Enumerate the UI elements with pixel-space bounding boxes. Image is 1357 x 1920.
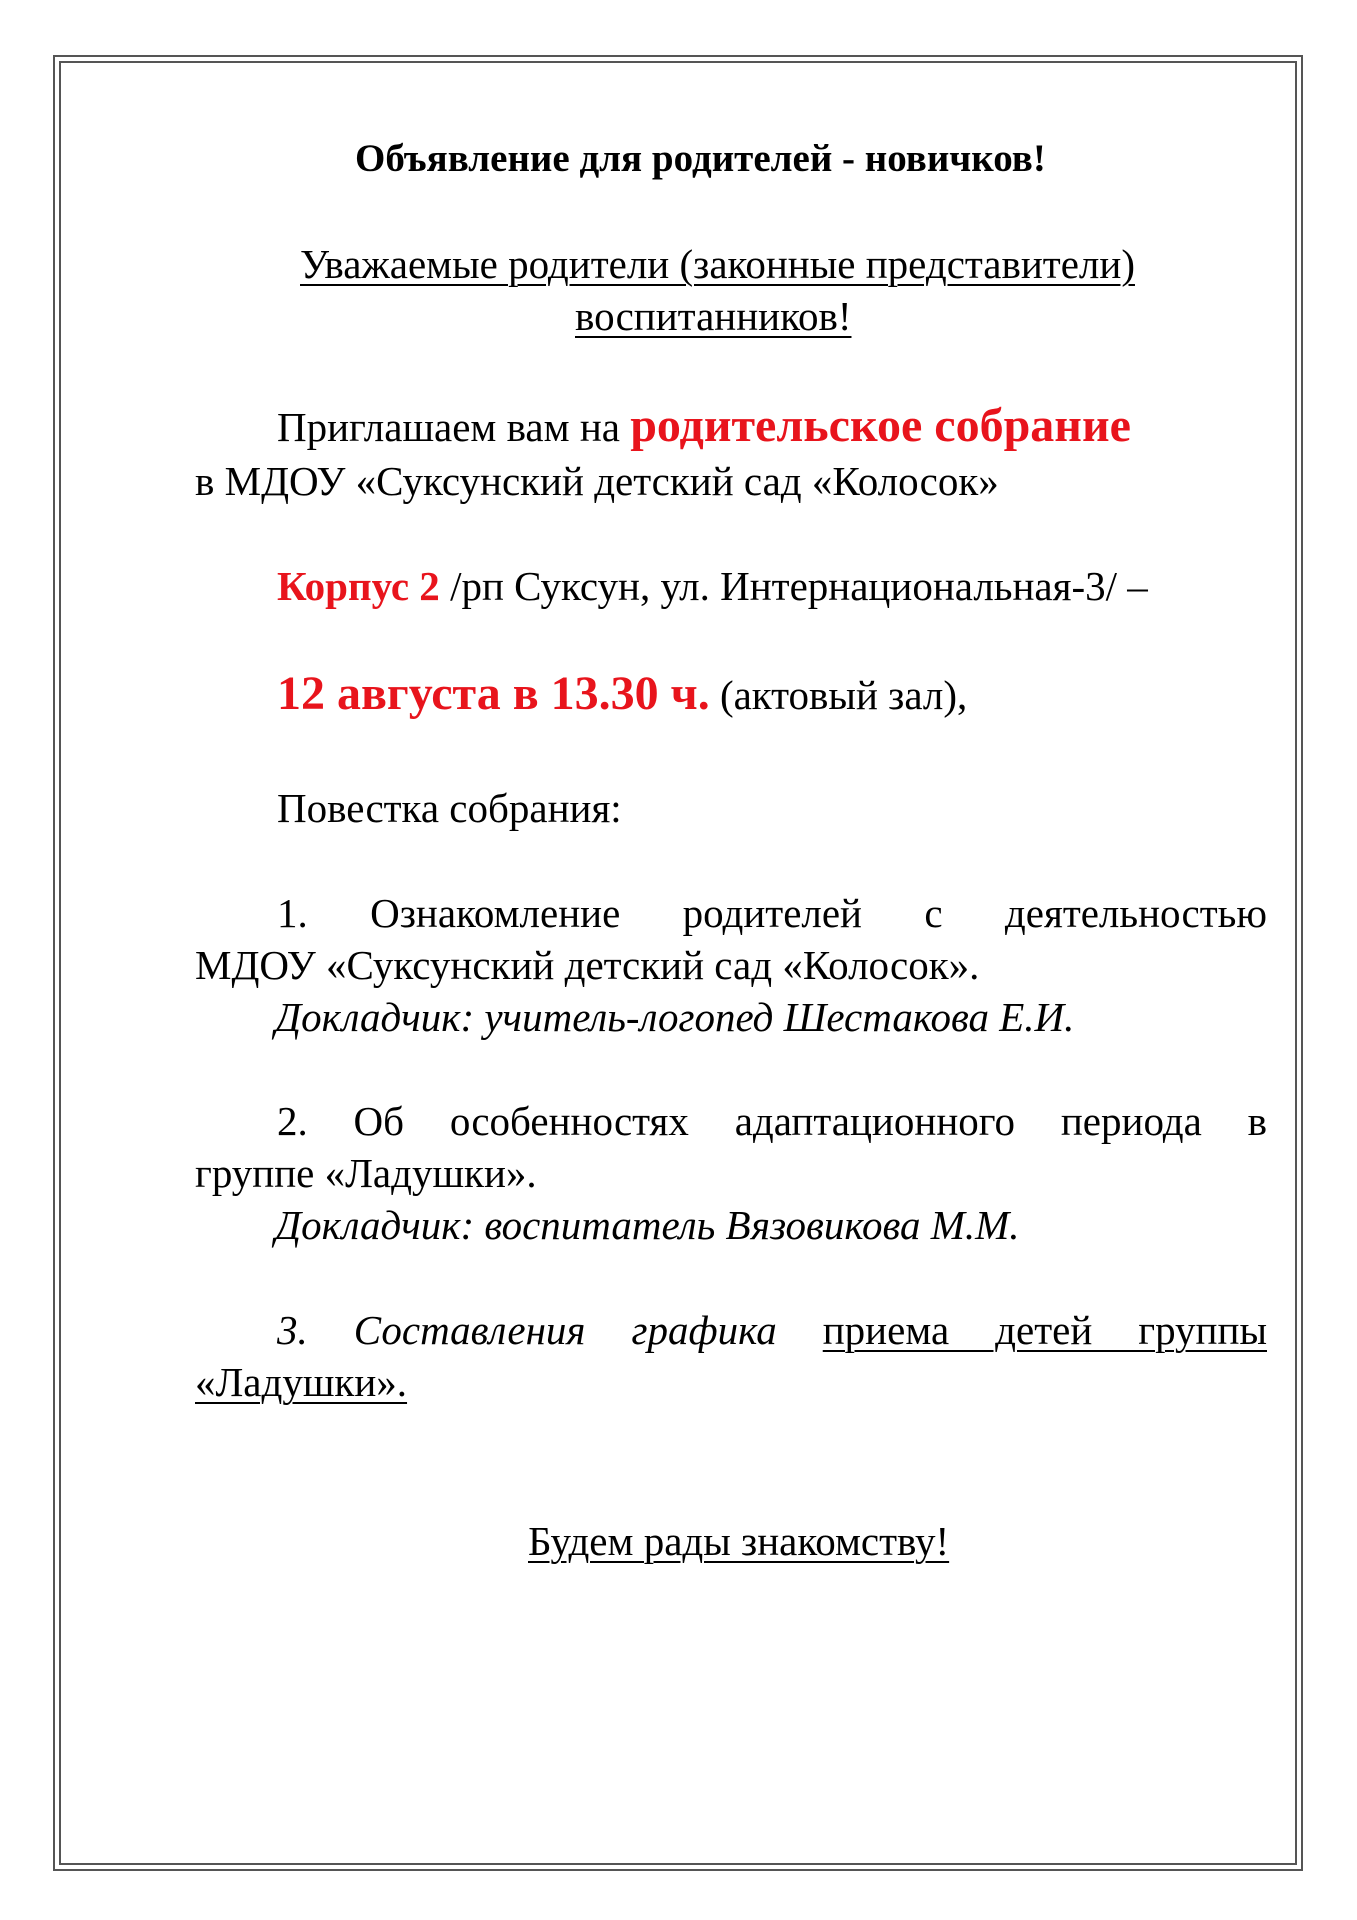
greeting-text-2: воспитанников! xyxy=(575,293,852,339)
agenda-item-1-line-2: МДОУ «Суксунский детский сад «Колосок». xyxy=(195,942,980,988)
announcement-title: Объявление для родителей - новичков! xyxy=(355,137,1046,180)
closing-line xyxy=(195,1515,1357,1567)
building-label: Корпус 2 xyxy=(277,563,440,609)
agenda-item-2-line-1: 2. Об особенностях адаптационного периода в xyxy=(277,1098,1267,1144)
agenda-item-1-speaker: Докладчик: учитель-логопед Шестакова Е.И. xyxy=(275,994,1075,1040)
agenda-item-3-text-2: «Ладушки». xyxy=(195,1359,408,1405)
closing-text: Будем рады знакомству! xyxy=(528,1518,950,1564)
agenda-heading: Повестка собрания: xyxy=(277,785,622,831)
invite-line-1 xyxy=(195,400,1349,453)
greeting-text-1: Уважаемые родители (законные представители) xyxy=(300,241,1135,287)
meeting-venue: (актовый зал), xyxy=(709,672,968,718)
greeting-line-1 xyxy=(195,238,1357,290)
invite-line-2: в МДОУ «Суксунский детский сад «Колосок» xyxy=(195,458,999,504)
invite-prefix: Приглашаем вам на xyxy=(277,404,631,450)
meeting-highlight: родительское собрание xyxy=(630,399,1131,452)
greeting-line-2 xyxy=(195,290,1357,342)
agenda-item-3-underlined: приема детей группы xyxy=(822,1307,1267,1353)
agenda-item-3-italic: 3. Составления графика xyxy=(277,1307,823,1353)
agenda-item-3-line-2 xyxy=(195,1356,1267,1408)
datetime-line xyxy=(195,668,1349,721)
agenda-item-2-line-2: группе «Ладушки». xyxy=(195,1150,537,1196)
meeting-date-time: 12 августа в 13.30 ч. xyxy=(277,667,710,720)
building-line xyxy=(195,560,1349,612)
agenda-item-1-line-1: 1. Ознакомление родителей с деятельностью xyxy=(277,890,1267,936)
agenda-item-2-speaker: Докладчик: воспитатель Вязовикова М.М. xyxy=(275,1202,1020,1248)
building-address: /рп Суксун, ул. Интернациональная-3/ – xyxy=(439,563,1148,609)
agenda-item-3-line-1 xyxy=(195,1304,1267,1356)
